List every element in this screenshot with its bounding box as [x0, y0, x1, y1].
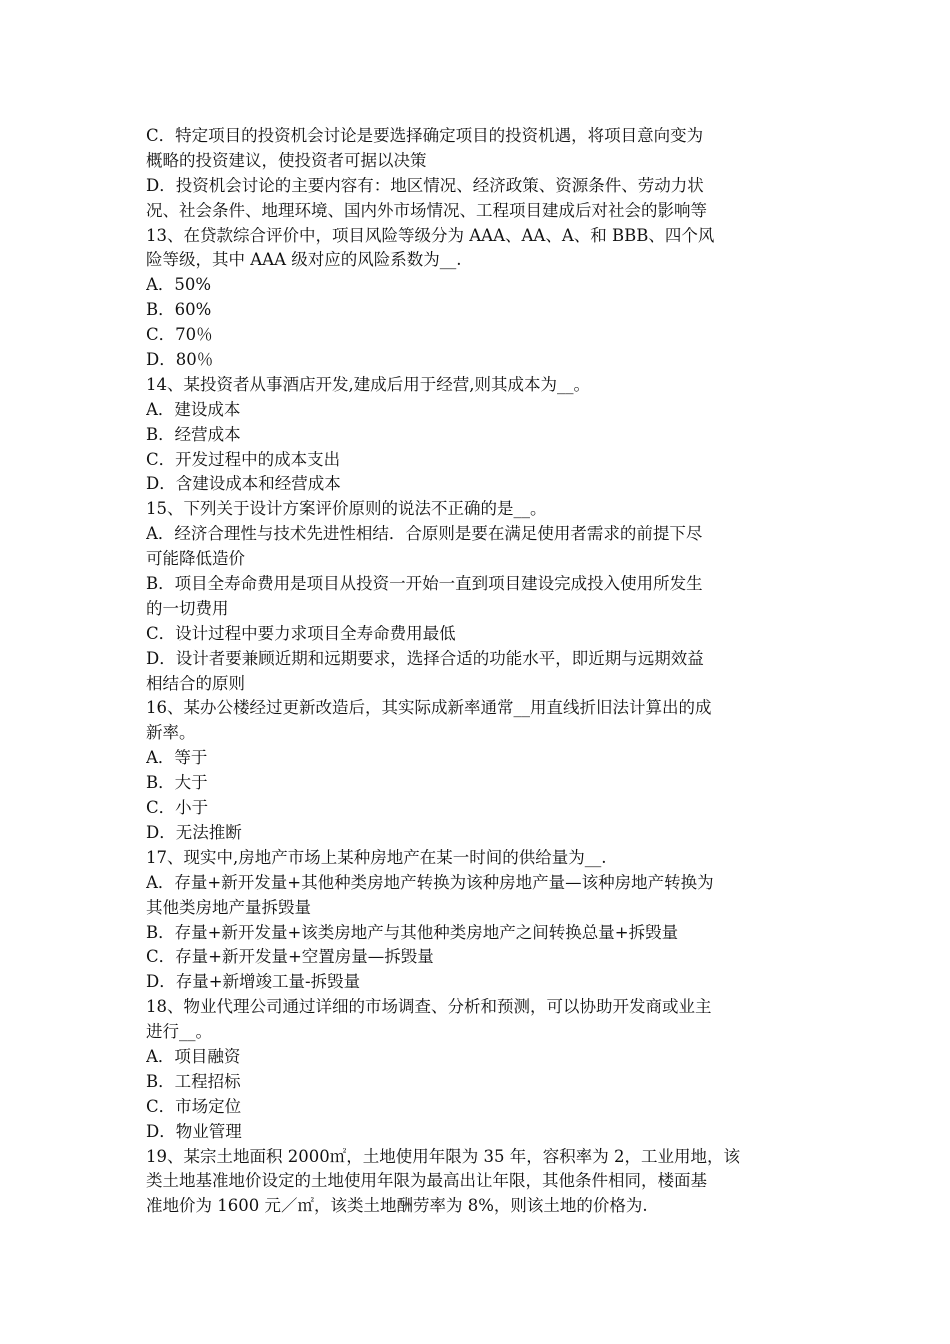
option-b: B．60%: [146, 300, 212, 320]
option-b: B．大于: [146, 773, 208, 793]
option-c: C．存量+新开发量+空置房量—拆毁量: [146, 947, 434, 967]
option-a: A．项目融资: [146, 1046, 241, 1066]
option-d: D．设计者要兼顾近期和远期要求，选择合适的功能水平，即近期与远期效益: [146, 648, 704, 668]
question-14-text: 14、某投资者从事酒店开发,建成后用于经营,则其成本为__。: [146, 374, 590, 394]
option-b: B．存量+新开发量+该类房地产与其他种类房地产之间转换总量+拆毁量: [146, 922, 679, 942]
text-line: 准地价为 1600 元／㎡，该类土地酬劳率为 8%，则该土地的价格为.: [146, 1196, 648, 1216]
question-17-text: 17、现实中,房地产市场上某种房地产在某一时间的供给量为__.: [146, 847, 607, 867]
document-body: [146, 124, 810, 1219]
option-a: A．存量+新开发量+其他种类房地产转换为该种房地产量—该种房地产转换为: [146, 872, 714, 892]
option-b: B．项目全寿命费用是项目从投资一开始一直到项目建设完成投入使用所发生: [146, 574, 703, 594]
text-line: C．特定项目的投资机会讨论是要选择确定项目的投资机遇，将项目意向变为: [146, 126, 704, 145]
option-c: C．设计过程中要力求项目全寿命费用最低: [146, 623, 456, 643]
question-19-text: 19、某宗土地面积 2000㎡，土地使用年限为 35 年，容积率为 2，工业用地，该: [146, 1146, 740, 1166]
text-line: 况、社会条件、地理环境、国内外市场情况、工程项目建成后对社会的影响等: [146, 200, 707, 220]
text-line: 其他类房地产量拆毁量: [146, 897, 311, 917]
option-a: A．建设成本: [146, 399, 241, 419]
option-b: B．工程招标: [146, 1071, 241, 1091]
text-line: D．投资机会讨论的主要内容有：地区情况、经济政策、资源条件、劳动力状: [146, 175, 704, 195]
text-line: 可能降低造价: [146, 549, 245, 569]
text-line: 概略的投资建议，使投资者可据以决策: [146, 150, 427, 170]
option-a: A．等于: [146, 748, 208, 768]
option-b: B．经营成本: [146, 424, 241, 444]
option-c: C．开发过程中的成本支出: [146, 449, 341, 469]
text-line: 类土地基准地价设定的土地使用年限为最高出让年限，其他条件相同，楼面基: [146, 1171, 707, 1191]
option-d: D．存量+新增竣工量-拆毁量: [146, 972, 361, 992]
option-d: D．无法推断: [146, 822, 242, 842]
question-18-text: 18、物业代理公司通过详细的市场调查、分析和预测，可以协助开发商或业主: [146, 997, 712, 1017]
option-d: D．80％: [146, 350, 214, 370]
option-a: A．50%: [146, 275, 212, 295]
text-line: 相结合的原则: [146, 673, 245, 693]
option-c: C．市场定位: [146, 1096, 242, 1116]
text-line: 新率。: [146, 723, 196, 743]
text-line: 的一切费用: [146, 598, 229, 618]
text-line: 进行__。: [146, 1022, 212, 1042]
question-16-text: 16、某办公楼经过更新改造后，其实际成新率通常__用直线折旧法计算出的成: [146, 698, 712, 718]
option-d: D．含建设成本和经营成本: [146, 474, 341, 494]
question-15-text: 15、下列关于设计方案评价原则的说法不正确的是__。: [146, 499, 547, 519]
option-d: D．物业管理: [146, 1121, 242, 1141]
option-a: A．经济合理性与技术先进性相结．合原则是要在满足使用者需求的前提下尽: [146, 524, 703, 544]
option-c: C．70％: [146, 325, 213, 345]
question-13-text: 13、在贷款综合评价中，项目风险等级分为 AAA、AA、A、和 BBB、四个风: [146, 225, 715, 245]
text-line: 险等级，其中 AAA 级对应的风险系数为__.: [146, 250, 462, 270]
option-c: C．小于: [146, 798, 209, 818]
